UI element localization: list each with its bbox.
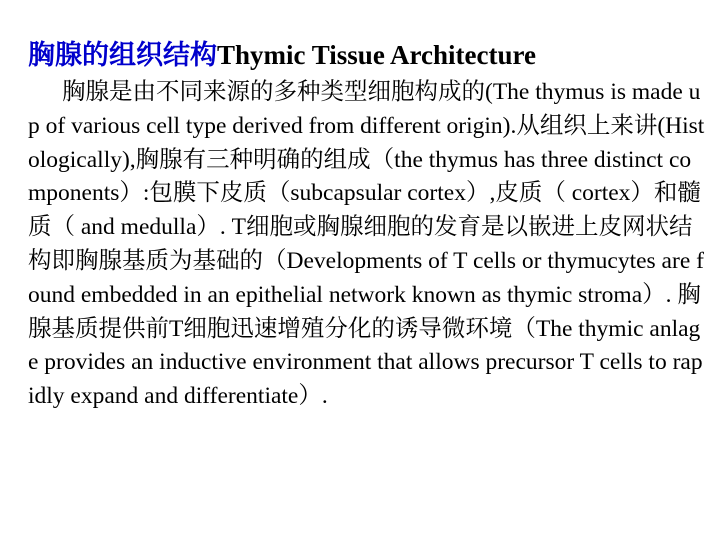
body-paragraph: 胸腺是由不同来源的多种类型细胞构成的(The thymus is made up of various cell type derived from different origin).从组织上来讲(Histologically),胸腺有三种明确的组成（the thymus has three distinct components）:包膜下皮质（subcapsular cortex）,皮质（ cortex）和髓质（ and medulla）. T细胞或胸腺细胞的发育是以嵌进上皮网状结构即胸腺基质为基础的（Developments of T cells or thymucytes are found embedded in an epithelial network known as thymic stroma）. 胸腺基质提供前T细胞迅速增殖分化的诱导微环境（The thymic anlage provides an inductive environment that allows precursor T cells to rapidly expand and differentiate）.	[28, 79, 705, 410]
slide-title	[28, 36, 706, 74]
slide-title-chinese: 胸腺的组织结构	[28, 40, 217, 70]
slide-title-english: Thymic Tissue Architecture	[217, 40, 537, 70]
